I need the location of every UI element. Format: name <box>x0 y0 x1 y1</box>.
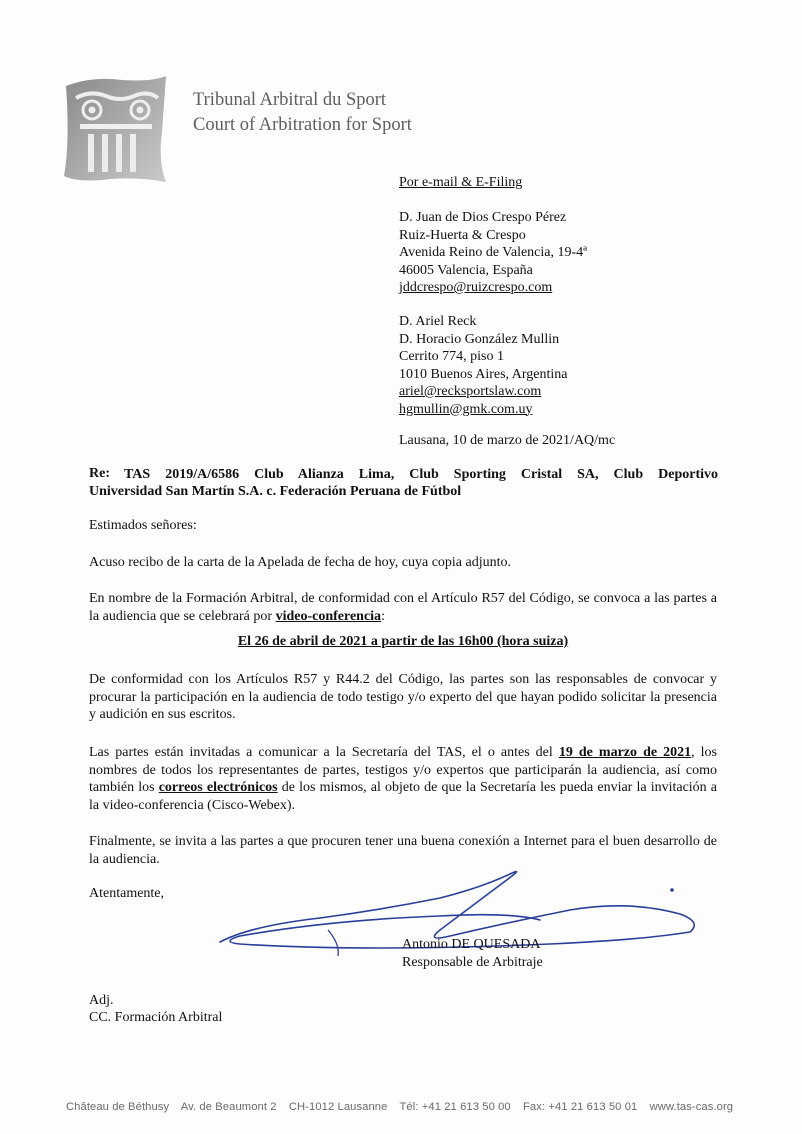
recipient2-name1: D. Ariel Reck <box>399 314 477 329</box>
signatory-block <box>402 936 543 972</box>
signatory-title: Responsable de Arbitraje <box>402 955 543 970</box>
p2-video-conference: video-conferencia <box>275 608 382 624</box>
recipient1-city: 46005 Valencia, España <box>399 262 533 278</box>
paragraph-1: Acuso recibo de la carta de la Apelada de fecha de hoy, cuya copia adjunto. <box>89 555 512 570</box>
p2-colon: : <box>381 608 385 624</box>
recipient2-email2-link[interactable]: hgmullin@gmk.com.uy <box>399 401 533 417</box>
paragraph-5: Finalmente, se invita a las partes a que procuren tener una buena conexión a Internet para el buen desarrollo de la audiencia. <box>89 834 717 867</box>
p4-text-3: de los mismos, al objeto de que la Secretaría les pueda enviar la invitación a la video-conferencia (Cisco-Webex). <box>89 780 718 813</box>
recipient2-street: Cerrito 774, piso 1 <box>399 349 504 364</box>
cc-note: CC. Formación Arbitral <box>89 1010 223 1025</box>
re-label: Re: <box>89 466 110 481</box>
paragraph-2 <box>89 590 717 625</box>
recipient2-name2: D. Horacio González Mullin <box>399 331 560 347</box>
delivery-method: Por e-mail & E-Filing <box>399 175 523 190</box>
recipient2-email1-link[interactable]: ariel@recksportslaw.com <box>399 384 542 399</box>
p2-text: En nombre de la Formación Arbitral, de conformidad con el Artículo R57 del Código, se convoca a las partes a la audiencia que se celebrará por <box>89 591 717 624</box>
recipient1-street: Avenida Reino de Valencia, 19-4ª <box>399 245 588 260</box>
recipient1-email-link[interactable]: jddcrespo@ruizcrespo.com <box>399 280 553 295</box>
p4-text-2: , los nombres de todos los representantes de partes, testigos y/o expertos que participarán la audiencia, así como también los <box>89 745 717 795</box>
recipient-block-2 <box>399 313 568 418</box>
recipient-block-1 <box>399 209 587 297</box>
recipient1-firm: Ruiz-Huerta & Crespo <box>399 227 526 243</box>
signatory-name: Antonio DE QUESADA <box>402 937 541 952</box>
salutation: Estimados señores: <box>89 518 197 533</box>
footer-web-link[interactable]: www.tas-cas.org <box>649 1101 734 1113</box>
organization-name <box>193 88 412 138</box>
p4-emails-emphasis: correos electrónicos <box>158 780 278 795</box>
org-name-en: Court of Arbitration for Sport <box>193 115 412 135</box>
re-subject-line2: Universidad San Martín S.A. c. Federación Peruana de Fútbol <box>89 483 462 499</box>
date-reference: Lausana, 10 de marzo de 2021/AQ/mc <box>399 433 616 448</box>
p4-deadline-date: 19 de marzo de 2021 <box>558 745 692 760</box>
org-name-fr: Tribunal Arbitral du Sport <box>193 90 387 110</box>
footer-address1: Château de Béthusy <box>66 1101 170 1113</box>
footer-fax: Fax: +41 21 613 50 01 <box>522 1101 638 1113</box>
p4-text-1: Las partes están invitadas a comunicar a la Secretaría del TAS, el o antes del <box>89 745 559 760</box>
closing: Atentamente, <box>89 886 165 901</box>
recipient2-city: 1010 Buenos Aires, Argentina <box>399 366 568 382</box>
re-subject-line1: TAS 2019/A/6586 Club Alianza Lima, Club Sporting Cristal SA, Club Deportivo <box>124 467 718 482</box>
footer <box>66 1101 742 1113</box>
footer-address2: Av. de Beaumont 2 <box>180 1101 277 1113</box>
footer-tel: Tél: +41 21 613 50 00 <box>399 1101 511 1113</box>
recipient1-name: D. Juan de Dios Crespo Pérez <box>399 210 567 225</box>
hearing-date-line: El 26 de abril de 2021 a partir de las 16h00 (hora suiza) <box>237 634 569 649</box>
paragraph-3: De conformidad con los Artículos R57 y R44.2 del Código, las partes son las responsables de convocar y procurar la participación en la audiencia de todo testigo y/o experto del que hayan podido solicitar la presencia y audición en sus escritos. <box>89 672 717 722</box>
cas-logo-icon <box>62 72 172 184</box>
paragraph-4 <box>89 744 717 814</box>
enclosure-note: Adj. <box>89 993 114 1008</box>
footer-address3: CH-1012 Lausanne <box>288 1101 388 1113</box>
